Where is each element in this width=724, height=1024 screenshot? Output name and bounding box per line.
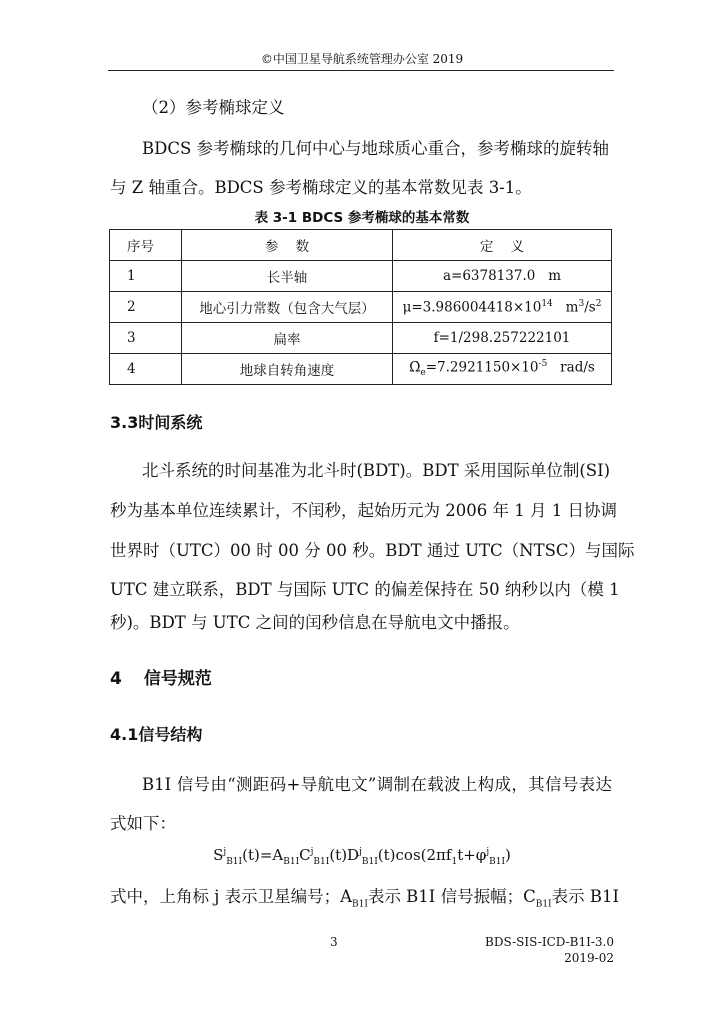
section-4-number: 4 <box>110 669 122 689</box>
page-header: ©中国卫星导航系统管理办公室 2019 <box>260 52 464 66</box>
row-definition: f=1/298.257222101 <box>393 323 612 354</box>
table-row <box>110 323 612 354</box>
page-number: 3 <box>330 935 338 949</box>
paragraph-2-text: 北斗系统的时间基准为北斗时(BDT)。BDT 采用国际单位制(SI) <box>142 461 611 480</box>
table-caption: 表 3-1 BDCS 参考椭球的基本常数 <box>254 210 470 226</box>
row-index: 1 <box>110 261 182 292</box>
table-row <box>110 261 612 292</box>
paragraph-1-line-2: 与 Z 轴重合。BDCS 参考椭球定义的基本常数见表 3-1。 <box>110 178 532 197</box>
row-param: 地球自转角速度 <box>182 354 393 385</box>
paragraph-3-line-2: 式如下： <box>110 814 176 833</box>
paragraph-1-text: BDCS 参考椭球的几何中心与地球质心重合，参考椭球的旋转轴 <box>142 139 610 158</box>
row-param: 地心引力常数（包含大气层） <box>182 292 393 323</box>
paragraph-2-line-2: 秒为基本单位连续累计，不闰秒，起始历元为 2006 年 1 月 1 日协调 <box>110 501 617 520</box>
row-definition: $\Omegȧ_e=7.2921150\times 10^{-5}$ rad/s <box>393 354 612 385</box>
row-definition: $\mu=3.986004418\times 10^{14}$ $m^3/s^2$ <box>393 292 612 323</box>
document-id: BDS-SIS-ICD-B1I-3.0 <box>485 935 614 949</box>
paragraph-2-line-5: 秒)。BDT 与 UTC 之间的闰秒信息在导航电文中播报。 <box>110 613 520 632</box>
constants-table <box>109 229 612 385</box>
paragraph-1-line-1 <box>142 135 612 159</box>
document-date: 2019-02 <box>564 951 614 965</box>
paragraph-3-line-1: B1I 信号由“测距码+导航电文”调制在载波上构成，其信号表达 <box>142 775 612 794</box>
table-row <box>110 292 612 323</box>
header-cell-definition: 定 义 <box>393 230 612 261</box>
section-3-3-heading: 3.3时间系统 <box>110 413 203 432</box>
header-cell-index: 序号 <box>110 230 182 261</box>
paragraph-2-line-3: 世界时（UTC）00 时 00 分 00 秒。BDT 通过 UTC（NTSC）与国际 <box>110 541 635 560</box>
row-index: 3 <box>110 323 182 354</box>
subsection-item-title: （2）参考椭球定义 <box>142 98 285 117</box>
paragraph-2-line-4: UTC 建立联系，BDT 与国际 UTC 的偏差保持在 50 纳秒以内（模 1 <box>110 580 620 599</box>
section-4-title: 信号规范 <box>143 669 212 689</box>
row-definition: a=6378137.0 m <box>393 261 612 292</box>
header-cell-param: 参 数 <box>182 230 393 261</box>
section-4-heading <box>110 664 212 689</box>
signal-formula: $S^j_{B1I}(t)=A_{B1I}C^j_{B1I}(t)D^j_{B1I}(t)\cos(2\pi f_1t+\varphi^j_{B1I})$ <box>213 846 511 867</box>
table-header-row <box>110 230 612 261</box>
table-row <box>110 354 612 385</box>
section-4-1-heading: 4.1信号结构 <box>110 725 203 744</box>
paragraph-4-line-1: 式中，上角标 j 表示卫星编号；$A_{B1I}$表示 B1I 信号振幅；$C_{B1I}$表示 B1I <box>110 887 619 910</box>
row-index: 4 <box>110 354 182 385</box>
row-param: 扁率 <box>182 323 393 354</box>
row-index: 2 <box>110 292 182 323</box>
paragraph-2-line-1 <box>142 457 612 481</box>
header-rule <box>108 70 614 71</box>
row-param: 长半轴 <box>182 261 393 292</box>
